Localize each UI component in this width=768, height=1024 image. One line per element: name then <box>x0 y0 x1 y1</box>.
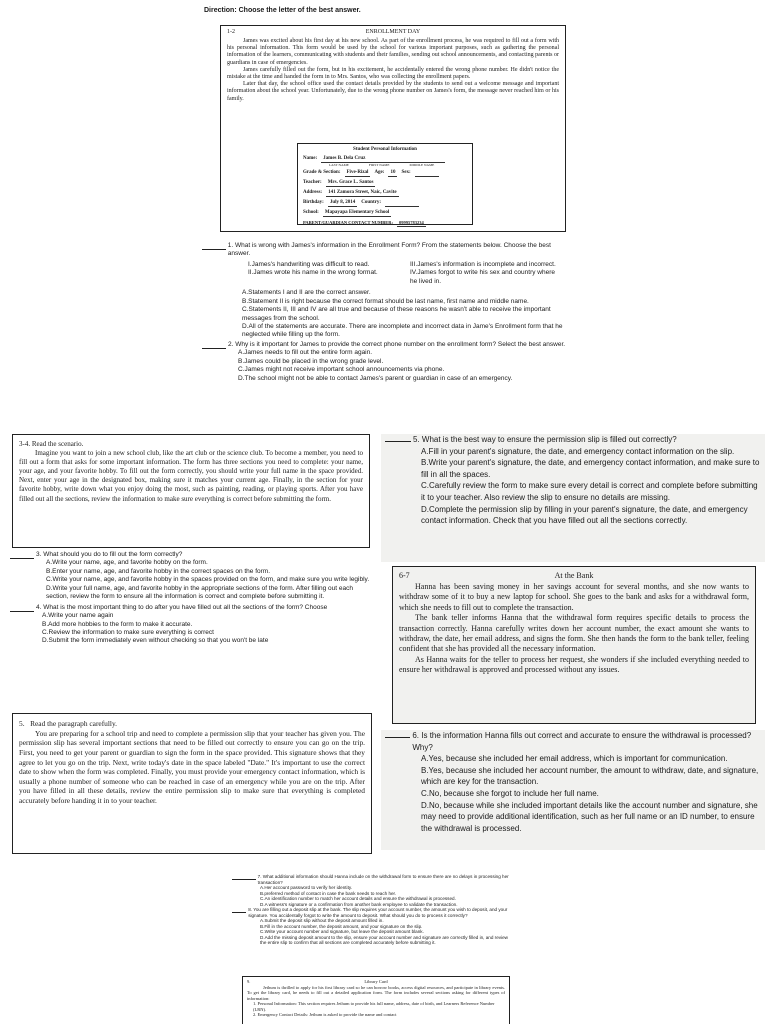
list-item: 2. Emergency Contact Details: Jethum is asked to provide the name and contact <box>253 1011 397 1017</box>
option-d: D.Write your full name, age, and favorite hobby in the appropriate sections of the form. After filling out each section, review the form to ensure all the information is correct and complete before submitting it. <box>46 584 353 601</box>
option-a: A.Her account password to verify her identity. <box>260 885 353 890</box>
statement-item: I.James's handwriting was difficult to read. <box>248 260 370 268</box>
statement-item: II.James wrote his name in the wrong format. <box>248 269 378 277</box>
answer-blank[interactable] <box>232 907 246 913</box>
option-b: B.Fill in the account number, the deposit amount, and your signature on the slip. <box>260 923 423 929</box>
form-value-address: 141 Zamora Street, Naic, Cavite <box>328 190 397 196</box>
direction-text: Direction: Choose the letter of the best answer. <box>204 7 361 14</box>
form-title: Student Personal Information <box>353 147 417 152</box>
section-heading: Read the scenario. <box>31 440 84 448</box>
paragraph-5-box <box>12 713 372 854</box>
form-value-country <box>385 200 419 207</box>
question-8 <box>232 907 510 918</box>
passage-title: Library Card <box>364 979 388 984</box>
questions-3-4 <box>10 551 372 646</box>
question-4 <box>10 604 372 612</box>
paragraph-text: You are preparing for a school trip and need to complete a permission slip that your teacher has given you. The permission slip has several important sections that need to be filled out correctly to ensure you can go on the trip. First, you need to get your parent or guardian to sign the form in the space provided. This signature shows that they agree to let you go on the trip. Next, write today's date in the space labeled "Date." It's important to use the correct date to show when the form was completed. Finally, you must provide your emergency contact information, which is usually a phone number of someone who can be reached in case of an emergency while you are on the trip. After you have filled in all these details, review the entire permission slip to make sure that everything is completed accurately before handing it in to your teacher. <box>19 728 365 805</box>
list-item: 1. Personal Information: This section requires Jethum to provide his full name, address, date of birth, and Learners Reference Number (LRN). <box>253 1001 495 1012</box>
passage-paragraph: Jethum is thrilled to apply for his first library card so he can borrow books, access digital resources, and participate in library events. To get the library card, he needs to fill out a detailed application form. The form includes several sections asking for different types of information: <box>247 985 505 1001</box>
answer-blank[interactable] <box>202 242 226 250</box>
option-a: A.James needs to fill out the entire form again. <box>238 349 373 357</box>
section-number: 5. <box>19 719 25 728</box>
answer-blank[interactable] <box>385 434 411 442</box>
question-text: 2. Why is it important for James to provide the correct phone number on the enrollment form? Select the best answer. <box>228 340 566 348</box>
option-b: B.Statement II is right because the correct format should be last name, first name and middle name. <box>242 297 529 305</box>
question-6-panel <box>381 730 765 850</box>
option-a: A.Write your name, age, and favorite hobby on the form. <box>46 559 208 567</box>
option-d: D.All of the statements are accurate. There are incomplete and incorrect data in Jame's Enrollment form that he neglected while filling up the form. <box>242 322 563 339</box>
option-b: B.Add more hobbies to the form to make it accurate. <box>42 620 193 628</box>
option-d: D.Submit the form immediately even without checking so that you won't be late <box>42 637 269 645</box>
option-a: A.Fill in your parent's signature, the date, and emergency contact information on the slip. <box>421 446 735 456</box>
form-label: School: <box>303 210 319 216</box>
question-5-panel <box>381 434 765 562</box>
section-number: 6-7 <box>399 571 410 580</box>
form-value-age: 10 <box>390 170 396 176</box>
passage-paragraph: The bank teller informs Hanna that the withdrawal form requires specific details to process the transaction correctly. Hanna carefully writes down her account number, the exact amount she wants to withdraw, the date, her email address, and signs the form. She then hands the form to the bank teller, feeling confident that she has provided all the necessary information. <box>399 613 749 654</box>
option-c: C.No, because she forgot to include her full name. <box>421 788 599 798</box>
option-b: B.preferred method of contact in case the bank needs to reach her. <box>260 890 397 896</box>
passage-paragraph: Later that day, the school office used the contact details provided by the students to send out a welcome message and important information about the school year. Unfortunately, due to the wrong phone number on James's form, the message never reached him or his family. <box>227 81 559 102</box>
option-d: D.A witness's signature or a confirmation from another bank employee to validate the transaction. <box>260 901 458 907</box>
option-d: D.No, because while she included important details like the account number and signature, she may need to provide additional identification, such as her full name or an ID number, to ensure the withdrawal is processed. <box>421 800 758 833</box>
answer-blank[interactable] <box>202 341 226 349</box>
question-3 <box>10 551 372 559</box>
form-value-birthday: July 8, 2014 <box>329 200 356 206</box>
option-a: A.Submit the deposit slip without the deposit amount filled in. <box>260 918 384 923</box>
form-value-school: Mapayapa Elementary School <box>324 210 390 216</box>
questions-7-8 <box>232 874 510 946</box>
section-number: 1-2 <box>227 29 235 35</box>
question-7 <box>232 874 510 885</box>
form-label: Name: <box>303 156 318 161</box>
question-text: 8. You are filling out a deposit slip at the bank. The slip requires your account number, the amount you wish to deposit, and your signature. You accidentally forgot to write the amount to deposit. What should you do to process it correctly? <box>248 907 508 918</box>
passage-paragraph: As Hanna waits for the teller to process her request, she wonders if she included everything needed to ensure her withdrawal is approved and processed without any issues. <box>399 654 749 675</box>
answer-blank[interactable] <box>232 874 256 880</box>
section-number: 3-4. <box>19 440 31 448</box>
option-d: D.The school might not be able to contact James's parent or guardian in case of an emergency. <box>238 374 513 382</box>
form-value-name: James B. Dela Cruz <box>321 156 445 163</box>
scenario-3-4-box <box>12 434 370 548</box>
form-sublabel: LAST NAME <box>329 163 349 167</box>
form-label: Country: <box>361 200 381 206</box>
questions-1-2 <box>202 242 572 383</box>
form-value-sex <box>415 170 439 177</box>
enrollment-passage-box <box>220 25 566 232</box>
student-info-form <box>297 143 473 225</box>
option-d: D.Complete the permission slip by filling in your parent's signature, the date, and emergency contact information. Check that you have filled out all the sections correctly. <box>421 504 748 526</box>
scenario-text: Imagine you want to join a new school club, like the art club or the science club. To become a member, you need to fill out a form that asks for some important information. The form has three sections you need to complete: your name, your age, and your favorite hobby. To fill out the form correctly, you should write your full name in the space provided. Next, enter your age in the designated box, making sure it matches your current age. Finally, in the section for your favorite hobby, write down what you enjoy doing the most, such as painting, reading, or playing sports. After you have filled out all the sections, review the information to make sure everything is correct before submitting the form. <box>19 449 363 503</box>
question-5 <box>381 434 765 446</box>
question-text: 7. What additional information should Hanna include on the withdrawal form to ensure there are no delays in processing her transaction? <box>257 874 509 885</box>
option-b: B.James could be placed in the wrong grade level. <box>238 357 384 365</box>
statements-list <box>202 261 572 286</box>
form-value-grade: Five-Rizal <box>346 170 369 176</box>
question-text: 1. What is wrong with James's information in the Enrollment Form? From the statements below. Choose the best answer. <box>227 242 551 258</box>
option-a: A.Write your name again <box>42 612 114 620</box>
option-b: B.Enter your name, age, and favorite hobby in the correct spaces on the form. <box>46 567 271 575</box>
form-sublabel: MIDDLE NAME <box>409 163 435 167</box>
option-b: B.Write your parent's signature, the date, and emergency contact information, and make sure to fill in all the spaces. <box>421 458 760 479</box>
question-6 <box>381 730 765 753</box>
passage-paragraph: Hanna has been saving money in her savings account for several months, and she now wants to withdraw some of it to buy a new laptop for school. She goes to the bank and asks for a withdrawal form, which she needs to fill out to complete the transaction. <box>399 582 749 612</box>
form-label: Birthday: <box>303 200 324 206</box>
answer-blank[interactable] <box>10 604 34 612</box>
form-sublabel: FIRST NAME <box>368 163 390 167</box>
form-value-contact: 09995783234 <box>399 220 424 226</box>
passage-title: At the Bank <box>554 571 594 580</box>
option-d: D.Add the missing deposit amount to the slip, ensure your account number and signature are correctly filled in, and review the entire slip to confirm that all sections are completed accurately before submitting it. <box>260 934 508 945</box>
option-c: C.Write your account number and signature, but leave the deposit amount blank. <box>260 929 424 934</box>
form-label: Teacher: <box>303 180 322 186</box>
form-value-teacher: Mrs. Grace L. Santos <box>327 180 374 186</box>
passage-paragraph: James was excited about his first day at his new school. As part of the enrollment process, he was required to fill out a form with his personal information. This form would be used by the school for various important purposes, such as gathering the personal information of the learners, communicating with students and their families, sending out school announcements, and contacting parents or guardians in case of emergencies. <box>227 38 559 66</box>
option-c: C.James might not receive important school announcements via phone. <box>238 366 445 374</box>
option-c: C.An identification number to match her account details and ensure the withdrawal is processed. <box>260 896 456 901</box>
form-label: Age: <box>374 170 385 176</box>
form-label: PARENT/GUARDIAN CONTACT NUMBER: <box>303 220 394 226</box>
option-b: B.Yes, because she included her account number, the amount to withdraw, date, and signature, which are key for the transaction. <box>421 765 759 787</box>
statement-item: IV.James forgot to write his sex and country where he lived in. <box>410 269 555 285</box>
bank-passage-box <box>392 566 756 724</box>
form-label: Address: <box>303 190 323 196</box>
library-passage-box <box>242 976 510 1024</box>
form-label: Grade & Section: <box>303 170 341 176</box>
option-c: C.Review the information to make sure everything is correct <box>42 628 214 636</box>
option-a: A.Statements I and II are the correct answer. <box>242 289 371 297</box>
answer-blank[interactable] <box>385 730 410 738</box>
question-text: 4. What is the most important thing to do after you have filled out all the sections of the form? Choose <box>36 603 328 611</box>
form-label: Sex: <box>401 170 411 176</box>
passage-title: ENROLLMENT DAY <box>365 29 421 35</box>
option-a: A.Yes, because she included her email address, which is important for communication. <box>421 754 728 764</box>
question-2 <box>202 341 572 349</box>
passage-paragraph: James carefully filled out the form, but in his excitement, he accidentally entered the wrong phone number. He didn't notice the mistake at the time and handed the form in to Mrs. Santos, who was collecting the enrollment papers. <box>227 66 559 80</box>
section-heading: Read the paragraph carefully. <box>30 719 118 728</box>
option-c: C.Write your name, age, and favorite hobby in the spaces provided on the form, and make sure you write legibly. <box>46 576 370 584</box>
question-1 <box>202 242 572 259</box>
question-text: 5. What is the best way to ensure the permission slip is filled out correctly? <box>413 435 677 444</box>
option-c: C.Statements II, III and IV are all true and because of these reasons he wasn't able to receive the important messages from the school. <box>242 306 551 322</box>
answer-blank[interactable] <box>10 551 34 559</box>
option-c: C.Carefully review the form to make sure every detail is correct and complete before submitting it to your teacher. Also review the slip to ensure no details are missing. <box>421 481 758 502</box>
statement-item: III.James's information is incomplete and incorrect. <box>410 260 556 268</box>
section-number: 9. <box>247 979 251 984</box>
question-text: 6. Is the information Hanna fills out correct and accurate to ensure the withdrawal is processed? Why? <box>412 731 752 752</box>
question-text: 3. What should you do to fill out the form correctly? <box>36 551 183 558</box>
